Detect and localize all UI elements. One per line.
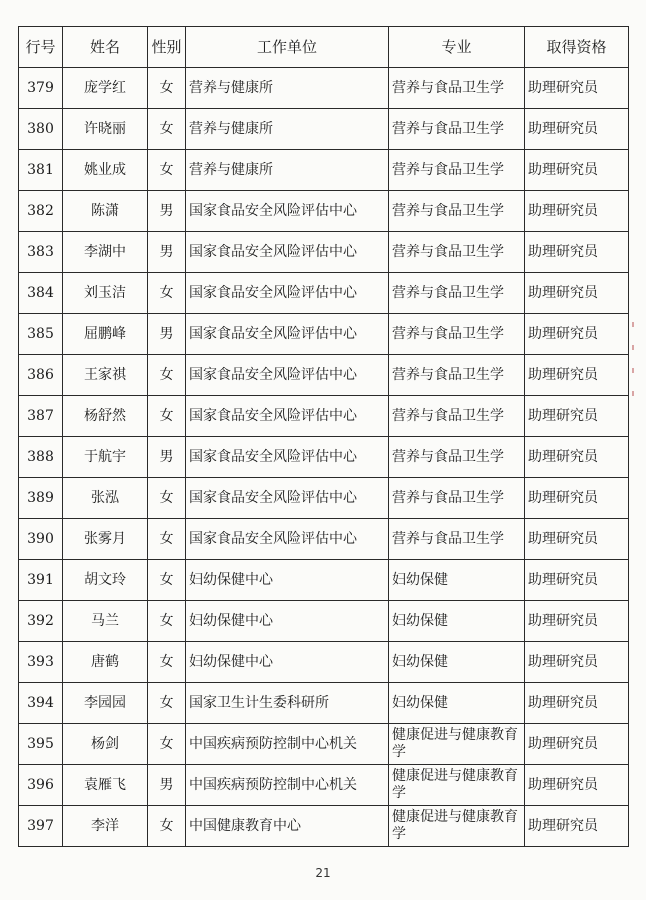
cell-row-number: 387	[19, 396, 63, 437]
cell-major: 营养与食品卫生学	[389, 68, 525, 109]
cell-row-number: 394	[19, 683, 63, 724]
cell-sex: 女	[148, 519, 186, 560]
cell-major: 营养与食品卫生学	[389, 314, 525, 355]
cell-work-unit: 营养与健康所	[186, 150, 389, 191]
cell-sex: 女	[148, 683, 186, 724]
cell-name: 姚业成	[63, 150, 148, 191]
cell-name: 杨舒然	[63, 396, 148, 437]
cell-major: 营养与食品卫生学	[389, 150, 525, 191]
table-row	[19, 150, 629, 191]
cell-sex: 女	[148, 396, 186, 437]
cell-qualification: 助理研究员	[525, 314, 629, 355]
cell-qualification: 助理研究员	[525, 724, 629, 765]
cell-qualification: 助理研究员	[525, 560, 629, 601]
cell-row-number: 385	[19, 314, 63, 355]
cell-major: 营养与食品卫生学	[389, 519, 525, 560]
cell-name: 张泓	[63, 478, 148, 519]
cell-work-unit: 营养与健康所	[186, 68, 389, 109]
header-work-unit: 工作单位	[186, 27, 389, 68]
header-sex: 性别	[148, 27, 186, 68]
cell-name: 许晓丽	[63, 109, 148, 150]
cell-work-unit: 国家食品安全风险评估中心	[186, 519, 389, 560]
cell-row-number: 390	[19, 519, 63, 560]
cell-sex: 女	[148, 68, 186, 109]
table-body	[19, 68, 629, 847]
cell-sex: 女	[148, 806, 186, 847]
cell-sex: 女	[148, 273, 186, 314]
cell-sex: 女	[148, 355, 186, 396]
table-row	[19, 355, 629, 396]
cell-sex: 女	[148, 150, 186, 191]
cell-sex: 女	[148, 478, 186, 519]
cell-name: 陈潇	[63, 191, 148, 232]
cell-row-number: 381	[19, 150, 63, 191]
cell-major: 营养与食品卫生学	[389, 273, 525, 314]
table-row	[19, 232, 629, 273]
cell-row-number: 386	[19, 355, 63, 396]
cell-name: 马兰	[63, 601, 148, 642]
cell-work-unit: 营养与健康所	[186, 109, 389, 150]
cell-row-number: 397	[19, 806, 63, 847]
cell-row-number: 391	[19, 560, 63, 601]
personnel-table-wrapper	[18, 26, 628, 847]
cell-work-unit: 国家食品安全风险评估中心	[186, 478, 389, 519]
table-row	[19, 478, 629, 519]
table-row	[19, 601, 629, 642]
cell-major: 营养与食品卫生学	[389, 191, 525, 232]
table-row	[19, 560, 629, 601]
cell-name: 胡文玲	[63, 560, 148, 601]
personnel-table	[18, 26, 629, 847]
cell-work-unit: 中国健康教育中心	[186, 806, 389, 847]
table-row	[19, 191, 629, 232]
cell-name: 李园园	[63, 683, 148, 724]
table-row	[19, 683, 629, 724]
cell-name: 李湖中	[63, 232, 148, 273]
cell-name: 刘玉洁	[63, 273, 148, 314]
cell-row-number: 380	[19, 109, 63, 150]
cell-row-number: 379	[19, 68, 63, 109]
table-row	[19, 724, 629, 765]
cell-name: 唐鹤	[63, 642, 148, 683]
cell-work-unit: 国家卫生计生委科研所	[186, 683, 389, 724]
cell-major: 妇幼保健	[389, 642, 525, 683]
cell-qualification: 助理研究员	[525, 683, 629, 724]
cell-work-unit: 中国疾病预防控制中心机关	[186, 724, 389, 765]
cell-qualification: 助理研究员	[525, 355, 629, 396]
header-name: 姓名	[63, 27, 148, 68]
cell-sex: 女	[148, 109, 186, 150]
cell-major: 营养与食品卫生学	[389, 437, 525, 478]
cell-qualification: 助理研究员	[525, 437, 629, 478]
cell-major: 营养与食品卫生学	[389, 109, 525, 150]
cell-major: 营养与食品卫生学	[389, 232, 525, 273]
table-row	[19, 396, 629, 437]
cell-major: 营养与食品卫生学	[389, 396, 525, 437]
cell-major: 营养与食品卫生学	[389, 355, 525, 396]
cell-qualification: 助理研究员	[525, 150, 629, 191]
cell-row-number: 388	[19, 437, 63, 478]
cell-name: 张雾月	[63, 519, 148, 560]
cell-sex: 男	[148, 437, 186, 478]
cell-major: 妇幼保健	[389, 683, 525, 724]
table-row	[19, 109, 629, 150]
cell-major: 妇幼保健	[389, 560, 525, 601]
cell-sex: 女	[148, 560, 186, 601]
cell-qualification: 助理研究员	[525, 601, 629, 642]
table-row	[19, 519, 629, 560]
cell-row-number: 383	[19, 232, 63, 273]
cell-work-unit: 中国疾病预防控制中心机关	[186, 765, 389, 806]
cell-work-unit: 国家食品安全风险评估中心	[186, 355, 389, 396]
cell-work-unit: 妇幼保健中心	[186, 560, 389, 601]
cell-sex: 男	[148, 314, 186, 355]
cell-sex: 女	[148, 601, 186, 642]
cell-qualification: 助理研究员	[525, 68, 629, 109]
cell-major: 营养与食品卫生学	[389, 478, 525, 519]
cell-work-unit: 国家食品安全风险评估中心	[186, 232, 389, 273]
cell-work-unit: 国家食品安全风险评估中心	[186, 273, 389, 314]
cell-qualification: 助理研究员	[525, 109, 629, 150]
header-qualification: 取得资格	[525, 27, 629, 68]
table-row	[19, 765, 629, 806]
cell-name: 杨剑	[63, 724, 148, 765]
cell-qualification: 助理研究员	[525, 191, 629, 232]
cell-sex: 女	[148, 724, 186, 765]
cell-name: 庞学红	[63, 68, 148, 109]
cell-work-unit: 国家食品安全风险评估中心	[186, 314, 389, 355]
cell-major: 妇幼保健	[389, 601, 525, 642]
header-major: 专业	[389, 27, 525, 68]
table-row	[19, 437, 629, 478]
table-row	[19, 68, 629, 109]
cell-major: 健康促进与健康教育学	[389, 765, 525, 806]
cell-qualification: 助理研究员	[525, 273, 629, 314]
cell-name: 屈鹏峰	[63, 314, 148, 355]
table-row	[19, 273, 629, 314]
cell-row-number: 395	[19, 724, 63, 765]
cell-row-number: 389	[19, 478, 63, 519]
cell-qualification: 助理研究员	[525, 806, 629, 847]
table-row	[19, 642, 629, 683]
cell-qualification: 助理研究员	[525, 478, 629, 519]
cell-sex: 男	[148, 232, 186, 273]
cell-major: 健康促进与健康教育学	[389, 806, 525, 847]
cell-qualification: 助理研究员	[525, 519, 629, 560]
cell-row-number: 393	[19, 642, 63, 683]
cell-sex: 女	[148, 642, 186, 683]
cell-sex: 男	[148, 191, 186, 232]
cell-work-unit: 国家食品安全风险评估中心	[186, 437, 389, 478]
cell-qualification: 助理研究员	[525, 396, 629, 437]
cell-name: 李洋	[63, 806, 148, 847]
cell-qualification: 助理研究员	[525, 765, 629, 806]
cell-row-number: 384	[19, 273, 63, 314]
header-row-number: 行号	[19, 27, 63, 68]
cell-qualification: 助理研究员	[525, 232, 629, 273]
page-number: 21	[315, 866, 331, 880]
cell-name: 于航宇	[63, 437, 148, 478]
cell-row-number: 382	[19, 191, 63, 232]
cell-row-number: 396	[19, 765, 63, 806]
cell-sex: 男	[148, 765, 186, 806]
table-row	[19, 806, 629, 847]
cell-work-unit: 国家食品安全风险评估中心	[186, 396, 389, 437]
cell-work-unit: 国家食品安全风险评估中心	[186, 191, 389, 232]
cell-name: 袁雁飞	[63, 765, 148, 806]
cell-work-unit: 妇幼保健中心	[186, 642, 389, 683]
cell-qualification: 助理研究员	[525, 642, 629, 683]
cell-major: 健康促进与健康教育学	[389, 724, 525, 765]
table-row	[19, 314, 629, 355]
cell-row-number: 392	[19, 601, 63, 642]
table-header-row	[19, 27, 629, 68]
cell-work-unit: 妇幼保健中心	[186, 601, 389, 642]
cell-name: 王家祺	[63, 355, 148, 396]
margin-marks	[632, 322, 638, 442]
